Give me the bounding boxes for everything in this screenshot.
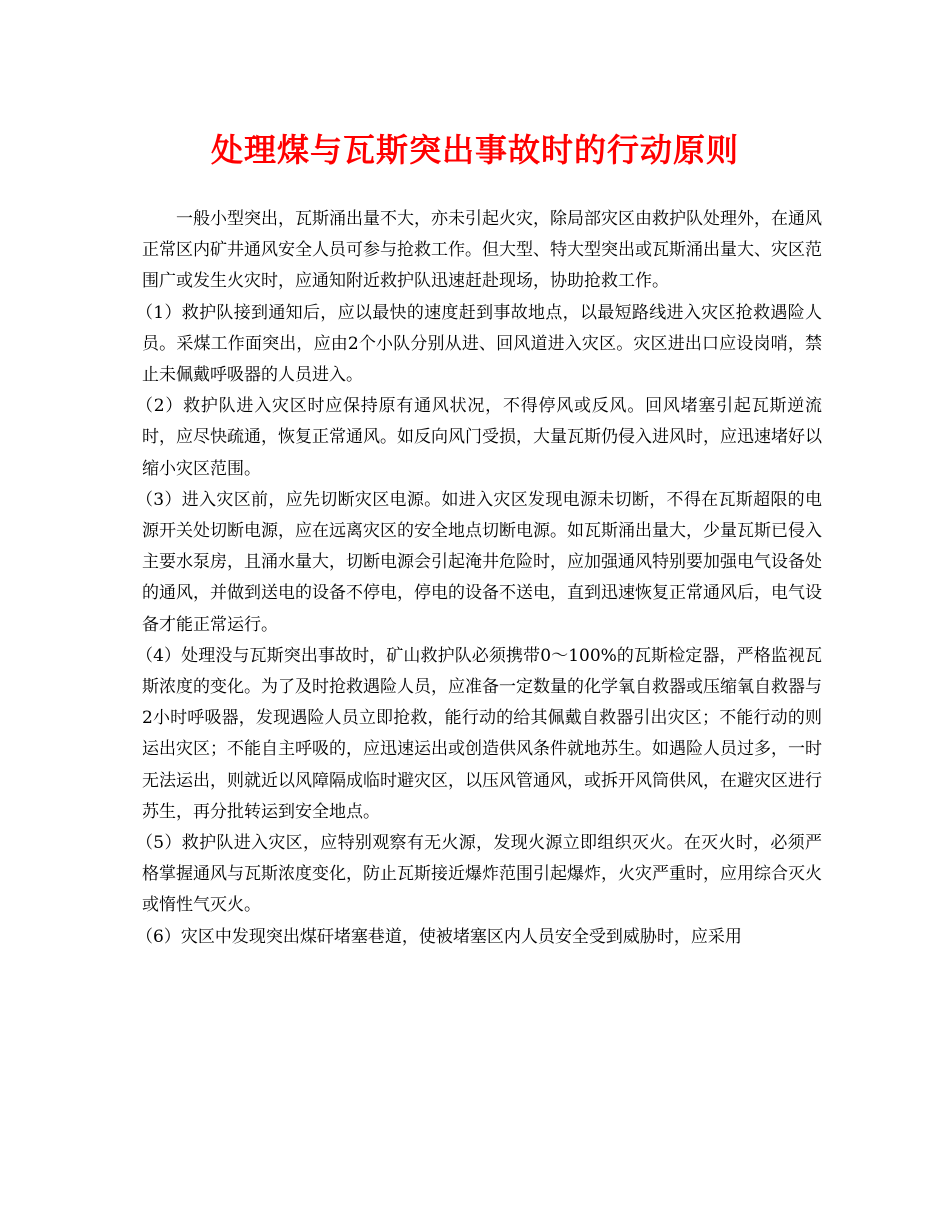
item-number: （4） — [136, 645, 182, 666]
list-item-4 — [136, 641, 822, 828]
list-item-6 — [136, 922, 822, 953]
item-text: 处理没与瓦斯突出事故时，矿山救护队必须携带0～100%的瓦斯检定器，严格监视瓦斯浓度的变化。为了及时抢救遇险人员，应准备一定数量的化学氧自救器或压缩氧自救器与2小时呼吸器，发现遇险人员立即抢救，能行动的给其佩戴自救器引出灾区；不能行动的则运出灾区；不能自主呼吸的，应迅速运出或创造供风条件就地苏生。如遇险人员过多，一时无法运出，则就近以风障隔成临时避灾区，以压风管通风，或拆开风筒供风，在避灾区进行苏生，再分批转运到安全地点。 — [142, 645, 822, 822]
item-text: 救护队接到通知后，应以最快的速度赶到事故地点，以最短路线进入灾区抢救遇险人员。采煤工作面突出，应由2个小队分别从进、回风道进入灾区。灾区进出口应设岗哨，禁止未佩戴呼吸器的人员进入。 — [142, 302, 822, 386]
item-number: （5） — [136, 833, 182, 854]
item-text: 救护队进入灾区，应特别观察有无火源，发现火源立即组织灭火。在灭火时，必须严格掌握通风与瓦斯浓度变化，防止瓦斯接近爆炸范围引起爆炸，火灾严重时，应用综合灭火或惰性气灭火。 — [142, 833, 822, 916]
list-item-3 — [136, 485, 822, 641]
document-title: 处理煤与瓦斯突出事故时的行动原则 — [210, 131, 739, 169]
item-number: （6） — [136, 926, 181, 947]
item-number: （1） — [136, 302, 182, 323]
list-item-5 — [136, 828, 822, 922]
item-text: 灾区中发现突出煤矸堵塞巷道，使被堵塞区内人员安全受到威胁时，应采用 — [180, 926, 742, 947]
item-text: 救护队进入灾区时应保持原有通风状况，不得停风或反风。回风堵塞引起瓦斯逆流时，应尽快疏通，恢复正常通风。如反向风门受损，大量瓦斯仍侵入进风时，应迅速堵好以缩小灾区范围。 — [142, 396, 822, 479]
intro-paragraph: 一般小型突出，瓦斯涌出量不大，亦未引起火灾，除局部灾区由救护队处理外，在通风正常区内矿井通风安全人员可参与抢救工作。但大型、特大型突出或瓦斯涌出量大、灾区范围广或发生火灾时，应通知附近救护队迅速赶赴现场，协助抢救工作。 — [142, 209, 822, 292]
item-text: 进入灾区前，应先切断灾区电源。如进入灾区发现电源未切断，不得在瓦斯超限的电源开关处切断电源，应在远离灾区的安全地点切断电源。如瓦斯涌出量大，少量瓦斯已侵入主要水泵房，且涌水量大，切断电源会引起淹井危险时，应加强通风特别要加强电气设备处的通风，并做到送电的设备不停电，停电的设备不送电，直到迅速恢复正常通风后，电气设备才能正常运行。 — [142, 489, 822, 635]
document-body — [136, 204, 822, 953]
list-item-2 — [136, 391, 822, 485]
item-number: （3） — [136, 489, 182, 510]
item-number: （2） — [136, 396, 184, 417]
list-item-1 — [136, 298, 822, 392]
